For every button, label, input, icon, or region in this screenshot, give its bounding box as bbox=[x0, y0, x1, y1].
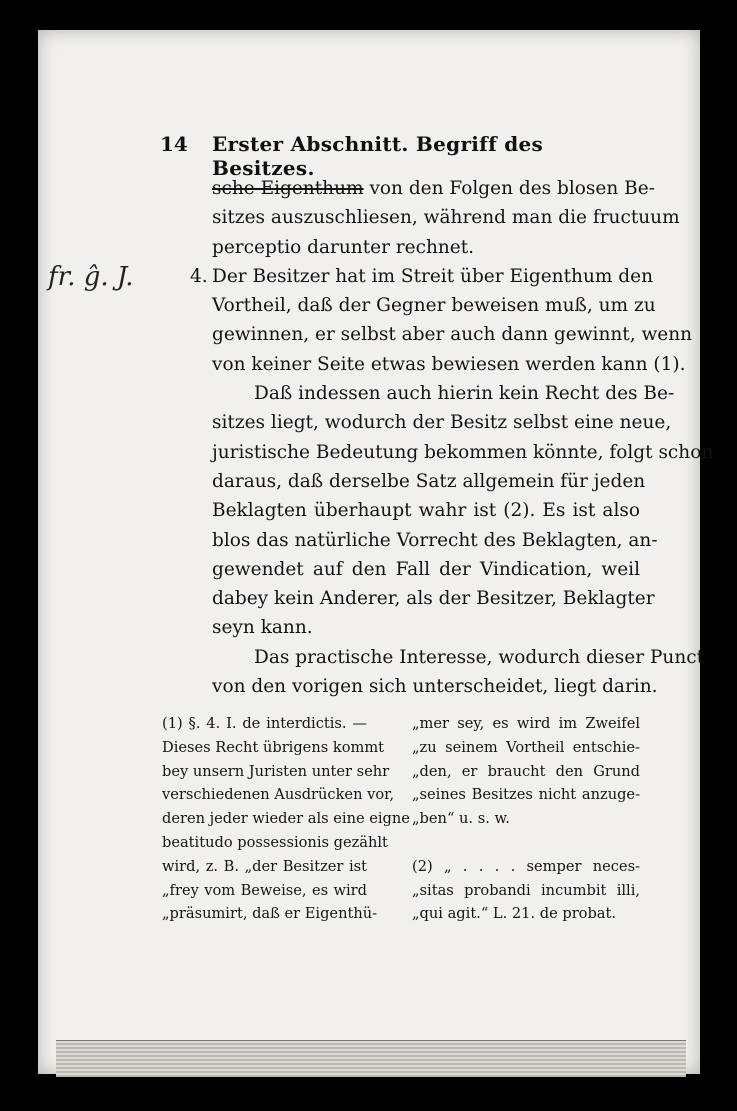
text-line: Daß indessen auch hierin kein Recht des Be- bbox=[254, 383, 675, 405]
page-number: 14 bbox=[160, 132, 188, 156]
footnote-gap bbox=[412, 831, 640, 855]
struck-phrase: sche Eigenthum bbox=[212, 178, 364, 199]
footnote-line: „den, er braucht den Grund bbox=[412, 762, 640, 780]
footnote-line: „frey vom Beweise, es wird bbox=[162, 881, 367, 899]
footnote-column-left bbox=[162, 712, 410, 926]
footnote-line: „präsumirt, daß er Eigenthü- bbox=[162, 905, 378, 923]
body-text bbox=[190, 174, 714, 701]
text-line: sche Eigenthum von den Folgen des blosen Be- bbox=[212, 178, 655, 199]
text-line: juristische Bedeutung bekommen könnte, folgt schon bbox=[212, 441, 714, 463]
text-line: Vortheil, daß der Gegner beweisen muß, um zu bbox=[212, 295, 656, 317]
text-line: seyn kann. bbox=[212, 617, 313, 639]
text-line: blos das natürliche Vorrecht des Beklagten, an- bbox=[212, 529, 658, 551]
text-line: 4. Der Besitzer hat im Streit über Eigenthum den bbox=[212, 262, 640, 291]
running-title: Erster Abschnitt. Begriff des Besitzes. bbox=[212, 132, 544, 180]
text-line: Das practische Interesse, wodurch dieser Punct bbox=[254, 646, 705, 668]
footnote-line: bey unsern Juristen unter sehr bbox=[162, 762, 390, 780]
text-line: Beklagten überhaupt wahr ist (2). Es ist also bbox=[212, 500, 640, 522]
footnote-line: Dieses Recht übrigens kommt bbox=[162, 738, 385, 756]
footnote-line: „ben“ u. s. w. bbox=[412, 810, 510, 828]
footnote-line: „zu seinem Vortheil entschie- bbox=[412, 738, 640, 756]
text-line: von keiner Seite etwas bewiesen werden kann (1). bbox=[212, 353, 686, 375]
text-line: gewendet auf den Fall der Vindication, weil bbox=[212, 558, 640, 580]
footnote-line: „seines Besitzes nicht anzuge- bbox=[412, 786, 640, 804]
handwritten-margin-note: fr. ĝ. J. bbox=[48, 262, 134, 292]
text-line: von den vorigen sich unterscheidet, liegt darin. bbox=[212, 676, 658, 698]
text-line: perceptio darunter rechnet. bbox=[212, 236, 475, 258]
item-number: 4. bbox=[190, 265, 208, 287]
text-line: sitzes auszuschliesen, während man die fructuum bbox=[212, 207, 680, 229]
footnote-line: (2) „ . . . . semper neces- bbox=[412, 857, 640, 875]
footnote-line: wird, z. B. „der Besitzer ist bbox=[162, 857, 367, 875]
text-line: gewinnen, er selbst aber auch dann gewinnt, wenn bbox=[212, 324, 693, 346]
footnote-column-right bbox=[412, 712, 640, 926]
running-header bbox=[160, 128, 590, 180]
footnote-line: beatitudo possessionis gezählt bbox=[162, 833, 388, 851]
footnote-line: (1) §. 4. I. de interdictis. — bbox=[162, 715, 367, 732]
footnote-line: verschiedenen Ausdrücken vor, bbox=[162, 786, 395, 804]
footnote-line: „qui agit.“ L. 21. de probat. bbox=[412, 905, 617, 923]
text-line: dabey kein Anderer, als der Besitzer, Beklagter bbox=[212, 588, 655, 610]
page-stack-edge bbox=[56, 1040, 686, 1077]
footnote-line: „sitas probandi incumbit illi, bbox=[412, 881, 640, 899]
text-line: daraus, daß derselbe Satz allgemein für jeden bbox=[212, 470, 646, 492]
footnote-line: deren jeder wieder als eine eigne bbox=[162, 810, 410, 828]
text-line: sitzes liegt, wodurch der Besitz selbst eine neue, bbox=[212, 412, 672, 434]
footnote-line: „mer sey, es wird im Zweifel bbox=[412, 715, 640, 732]
